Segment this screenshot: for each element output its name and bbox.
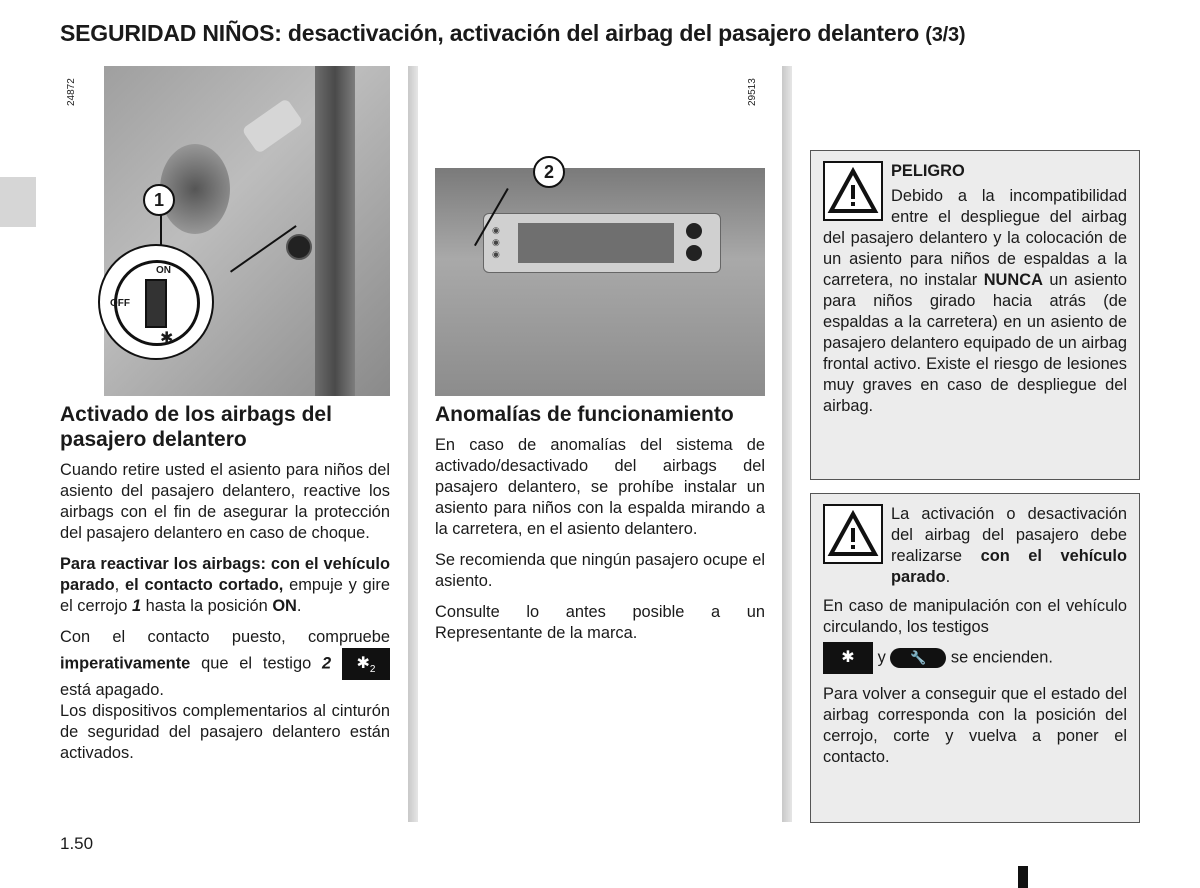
section-tab — [0, 177, 36, 227]
warning-lights-line: ✱ y 🔧 se encienden. — [823, 642, 1127, 674]
edge-marker — [1018, 866, 1028, 888]
page-title: SEGURIDAD NIÑOS: desactivación, activación del airbag del pasajero delantero (3/3) — [60, 20, 966, 46]
airbag-warning-light-icon: $✱_2$ — [342, 648, 390, 680]
warning-text: Debido a la incompatibilidad entre el despliegue del airbag del pasajero delantero y la colocación de un asiento para niños de espaldas a la carretera, no instalar NUNCA un asiento para niños girado hacia atrás (de espaldas a la carretera) en un asiento de pasajero delantero equipado de un airbag frontal activo. Existe el riesgo de lesiones muy graves en caso de despliegue del airbag. — [823, 187, 1127, 415]
section-heading-activation: Activado de los airbags del pasajero delantero — [60, 403, 332, 451]
column-separator-1 — [408, 66, 418, 822]
service-warning-light-icon: 🔧 — [890, 648, 946, 668]
warning-triangle-icon — [823, 161, 883, 221]
paragraph: Se recomienda que ningún pasajero ocupe el asiento. — [435, 551, 765, 590]
page-number: 1.50 — [60, 834, 94, 853]
figure-dashboard-display: ◉ ◉ ◉ — [435, 168, 765, 396]
callout-1: 1 — [143, 184, 175, 216]
warning-title: PELIGRO — [891, 162, 965, 180]
figure-code-1: 24872 — [66, 78, 77, 106]
warning-text: En caso de manipulación con el vehículo circulando, los testigos — [823, 597, 1127, 636]
callout-2: 2 — [533, 156, 565, 188]
airbag-icon: ✱ — [160, 330, 174, 347]
danger-warning-box — [810, 150, 1140, 480]
on-label: ON — [156, 265, 171, 276]
column-separator-2 — [782, 66, 792, 822]
section-heading-malfunction: Anomalías de funcionamiento — [435, 403, 734, 426]
paragraph: Cuando retire usted el asiento para niños del asiento del pasajero delantero, reactive los airbags con el fin de asegurar la protección del pasajero delantero en caso de choque. — [60, 461, 390, 542]
off-label: OFF — [110, 298, 130, 309]
paragraph: Para reactivar los airbags: con el vehículo parado, el contacto cortado, empuje y gire el cerrojo 1 hasta la posición ON. — [60, 555, 390, 615]
paragraph: En caso de anomalías del sistema de activado/desactivado del airbags del pasajero delantero, se prohíbe instalar un asiento para niños con la espalda mirando a la carretera, en el asiento delantero. — [435, 436, 765, 538]
paragraph: Consulte lo antes posible a un Representante de la marca. — [435, 603, 765, 642]
lock-closeup — [98, 244, 214, 360]
activation-warning-box — [810, 493, 1140, 823]
paragraph: Con el contacto puesto, compruebe imperativamente que el testigo 2 $✱_2$ está apagado. Los dispositivos complementarios al cinturón de seguridad del pasajero delantero están activados. — [60, 628, 390, 762]
figure-code-2: 29513 — [747, 78, 758, 106]
warning-triangle-icon — [823, 504, 883, 564]
figure-airbag-switch — [60, 66, 390, 396]
warning-text: Para volver a conseguir que el estado del airbag corresponda con la posición del cerrojo, corte y vuelva a poner el contacto. — [823, 685, 1127, 766]
column-2 — [435, 402, 765, 654]
airbag-warning-light-icon: ✱ — [823, 642, 873, 674]
warning-text: La activación o desactivación del airbag del pasajero debe realizarse con el vehículo parado. — [891, 505, 1127, 586]
column-1 — [60, 402, 390, 766]
